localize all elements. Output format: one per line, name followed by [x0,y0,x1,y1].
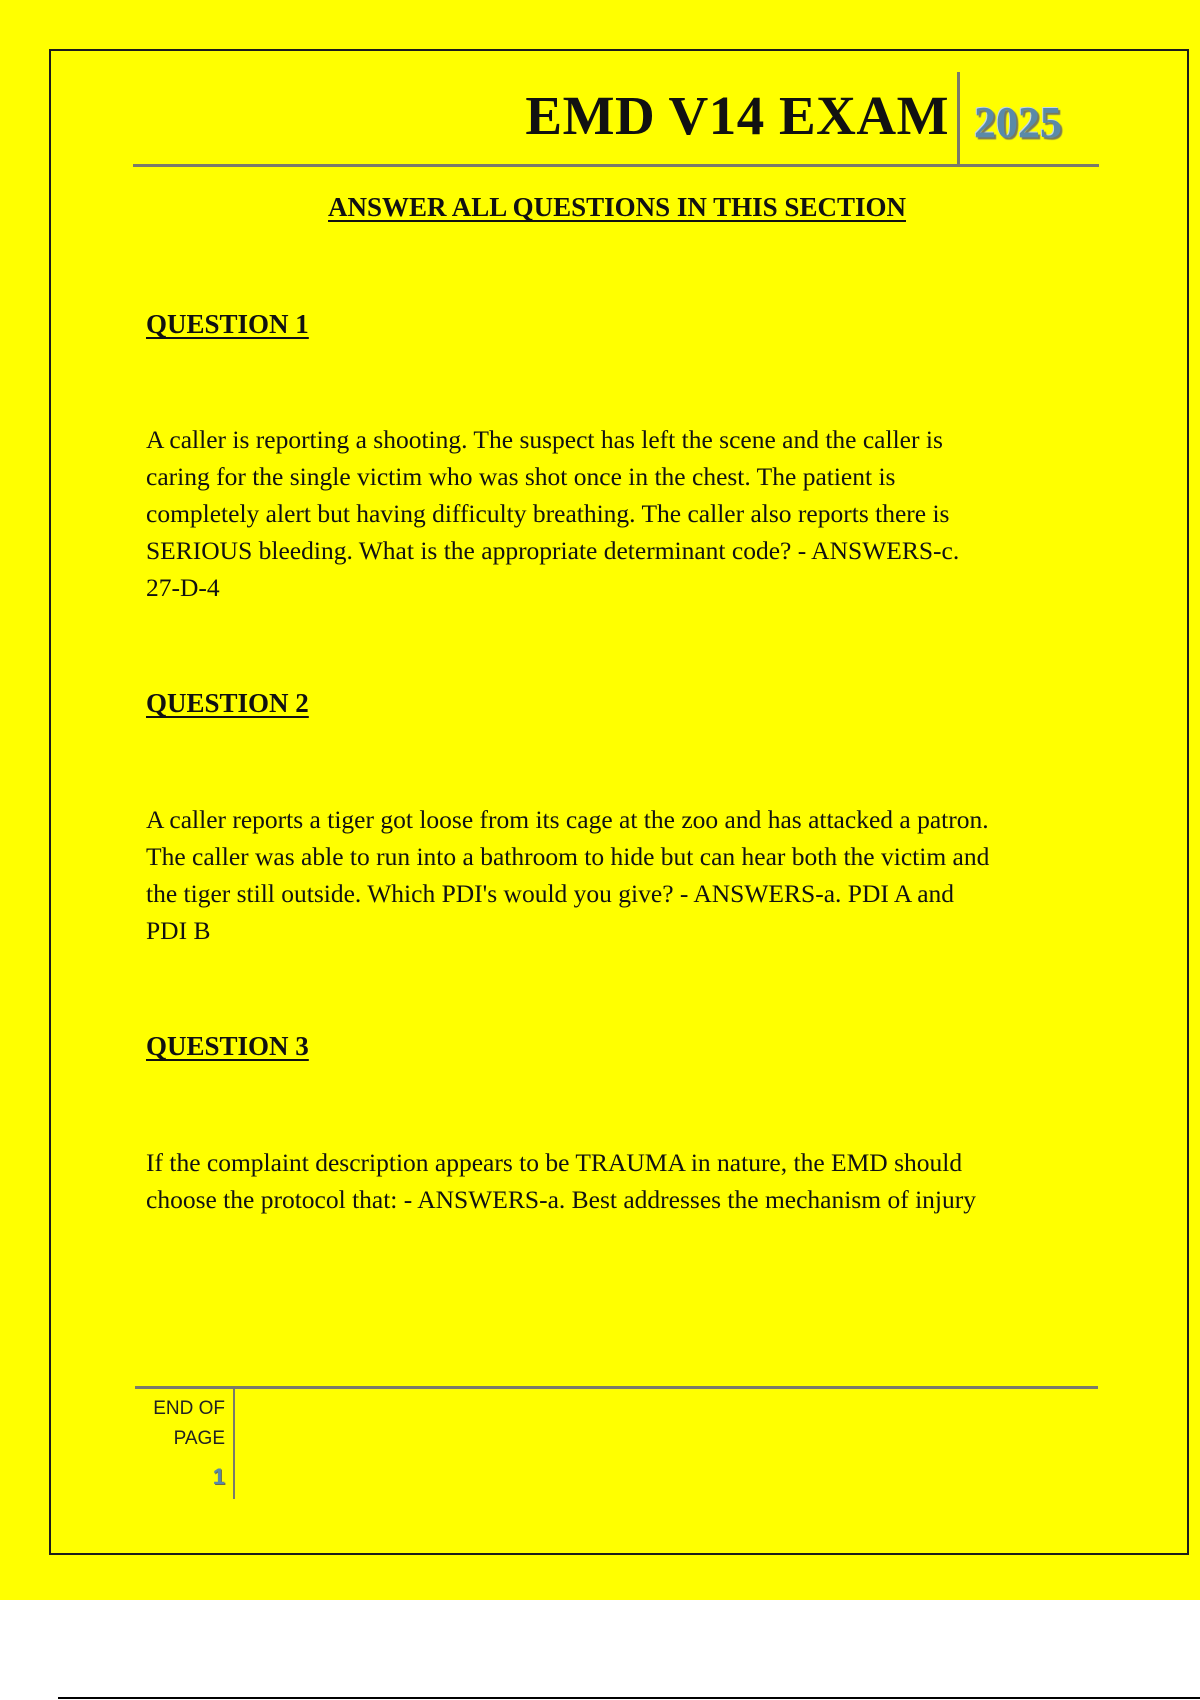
question-1-title: QUESTION 1 [146,309,309,339]
end-of-page-line1: END OF [153,1398,225,1419]
question-3-text: If the complaint description appears to be TRAUMA in nature, the EMD should choose the protocol that: - ANSWERS-a. Best addresses the mechanism of injury [146,1148,976,1214]
section-heading: ANSWER ALL QUESTIONS IN THIS SECTION [328,192,906,222]
question-1-text: A caller is reporting a shooting. The suspect has left the scene and the caller is caring for the single victim who was shot once in the chest. The patient is completely alert but having difficulty breathing. The caller also reports there is SERIOUS bleeding. What is the appropriate determinant code? - ANSWERS-c. 27-D-4 [146,425,960,602]
page-header [133,72,1099,167]
question-2-title: QUESTION 2 [146,688,309,718]
bottom-rule [58,1697,1200,1699]
footer-divider [233,1389,235,1499]
header-divider [957,72,960,164]
exam-title: EMD V14 EXAM [525,85,949,146]
page-number: 1 [212,1464,225,1489]
question-2-text: A caller reports a tiger got loose from its cage at the zoo and has attacked a patron. The caller was able to run into a bathroom to hide but can hear both the victim and the tiger still outside. Which PDI's would you give? - ANSWERS-a. PDI A and PDI B [146,805,990,945]
question-3-title: QUESTION 3 [146,1031,309,1061]
footer-rule [135,1386,1098,1389]
exam-year: 2025 [974,98,1062,147]
end-of-page-line2: PAGE [173,1428,225,1449]
end-of-page-label [140,1394,225,1454]
